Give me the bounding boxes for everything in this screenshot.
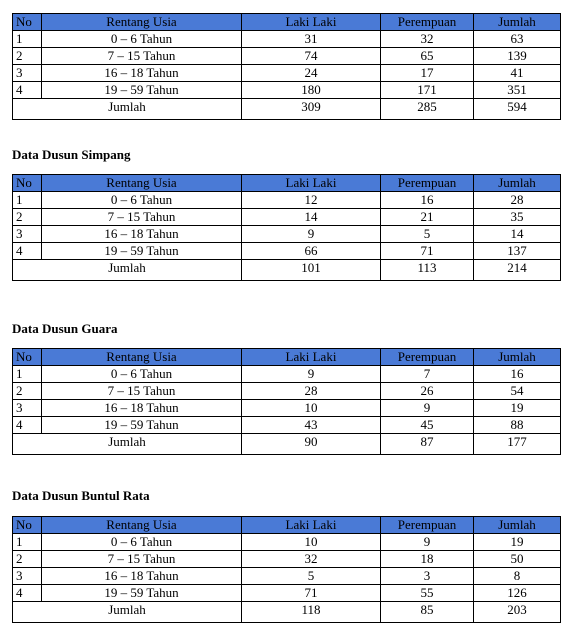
cell-age-range: 7 – 15 Tahun xyxy=(42,383,242,400)
cell-female: 65 xyxy=(381,48,474,65)
header-no: No xyxy=(13,175,42,192)
cell-age-range: 0 – 6 Tahun xyxy=(42,366,242,383)
cell-female: 26 xyxy=(381,383,474,400)
cell-total: 351 xyxy=(474,82,561,99)
cell-male: 9 xyxy=(242,226,381,243)
cell-male: 10 xyxy=(242,534,381,551)
cell-male: 28 xyxy=(242,383,381,400)
header-male: Laki Laki xyxy=(242,517,381,534)
header-total: Jumlah xyxy=(474,517,561,534)
total-row xyxy=(13,99,561,120)
table-row xyxy=(13,534,561,551)
cell-female: 3 xyxy=(381,568,474,585)
cell-male: 24 xyxy=(242,65,381,82)
cell-male: 14 xyxy=(242,209,381,226)
header-age-range: Rentang Usia xyxy=(42,14,242,31)
total-all: 203 xyxy=(474,602,561,623)
cell-total: 41 xyxy=(474,65,561,82)
cell-male: 12 xyxy=(242,192,381,209)
header-female: Perempuan xyxy=(381,517,474,534)
cell-male: 10 xyxy=(242,400,381,417)
population-table xyxy=(12,348,561,455)
table-row xyxy=(13,31,561,48)
cell-female: 55 xyxy=(381,585,474,602)
header-male: Laki Laki xyxy=(242,14,381,31)
cell-no: 1 xyxy=(13,366,42,383)
cell-no: 3 xyxy=(13,568,42,585)
header-female: Perempuan xyxy=(381,349,474,366)
cell-total: 63 xyxy=(474,31,561,48)
header-no: No xyxy=(13,14,42,31)
cell-female: 71 xyxy=(381,243,474,260)
header-row xyxy=(13,517,561,534)
cell-female: 9 xyxy=(381,400,474,417)
cell-male: 32 xyxy=(242,551,381,568)
cell-total: 137 xyxy=(474,243,561,260)
cell-no: 4 xyxy=(13,243,42,260)
cell-no: 4 xyxy=(13,417,42,434)
table-row xyxy=(13,65,561,82)
table-row xyxy=(13,226,561,243)
cell-female: 45 xyxy=(381,417,474,434)
cell-total: 8 xyxy=(474,568,561,585)
cell-no: 1 xyxy=(13,192,42,209)
cell-age-range: 7 – 15 Tahun xyxy=(42,209,242,226)
table-row xyxy=(13,192,561,209)
cell-female: 21 xyxy=(381,209,474,226)
cell-no: 1 xyxy=(13,31,42,48)
cell-no: 2 xyxy=(13,209,42,226)
cell-female: 17 xyxy=(381,65,474,82)
header-age-range: Rentang Usia xyxy=(42,517,242,534)
cell-female: 171 xyxy=(381,82,474,99)
total-female: 85 xyxy=(381,602,474,623)
header-age-range: Rentang Usia xyxy=(42,175,242,192)
header-male: Laki Laki xyxy=(242,349,381,366)
total-male: 90 xyxy=(242,434,381,455)
cell-age-range: 19 – 59 Tahun xyxy=(42,417,242,434)
cell-age-range: 19 – 59 Tahun xyxy=(42,243,242,260)
total-label: Jumlah xyxy=(13,434,242,455)
cell-no: 2 xyxy=(13,551,42,568)
cell-total: 54 xyxy=(474,383,561,400)
header-row xyxy=(13,175,561,192)
cell-female: 9 xyxy=(381,534,474,551)
table-row xyxy=(13,568,561,585)
total-male: 309 xyxy=(242,99,381,120)
table-row xyxy=(13,366,561,383)
cell-age-range: 16 – 18 Tahun xyxy=(42,226,242,243)
cell-female: 32 xyxy=(381,31,474,48)
total-all: 594 xyxy=(474,99,561,120)
cell-no: 3 xyxy=(13,226,42,243)
cell-male: 9 xyxy=(242,366,381,383)
table-row xyxy=(13,383,561,400)
cell-age-range: 7 – 15 Tahun xyxy=(42,551,242,568)
cell-no: 1 xyxy=(13,534,42,551)
total-label: Jumlah xyxy=(13,260,242,281)
cell-age-range: 16 – 18 Tahun xyxy=(42,568,242,585)
cell-female: 7 xyxy=(381,366,474,383)
header-female: Perempuan xyxy=(381,14,474,31)
cell-male: 71 xyxy=(242,585,381,602)
cell-age-range: 0 – 6 Tahun xyxy=(42,31,242,48)
cell-no: 4 xyxy=(13,585,42,602)
cell-no: 2 xyxy=(13,48,42,65)
total-all: 177 xyxy=(474,434,561,455)
total-row xyxy=(13,434,561,455)
cell-age-range: 19 – 59 Tahun xyxy=(42,82,242,99)
cell-age-range: 19 – 59 Tahun xyxy=(42,585,242,602)
cell-total: 19 xyxy=(474,400,561,417)
cell-total: 16 xyxy=(474,366,561,383)
total-male: 101 xyxy=(242,260,381,281)
total-female: 113 xyxy=(381,260,474,281)
cell-total: 14 xyxy=(474,226,561,243)
table-row xyxy=(13,209,561,226)
cell-male: 43 xyxy=(242,417,381,434)
header-age-range: Rentang Usia xyxy=(42,349,242,366)
cell-male: 180 xyxy=(242,82,381,99)
cell-male: 5 xyxy=(242,568,381,585)
cell-male: 31 xyxy=(242,31,381,48)
header-row xyxy=(13,349,561,366)
section-title: Data Dusun Buntul Rata xyxy=(12,488,150,503)
table-row xyxy=(13,400,561,417)
cell-total: 28 xyxy=(474,192,561,209)
cell-no: 3 xyxy=(13,400,42,417)
header-male: Laki Laki xyxy=(242,175,381,192)
cell-male: 66 xyxy=(242,243,381,260)
cell-age-range: 0 – 6 Tahun xyxy=(42,534,242,551)
cell-female: 5 xyxy=(381,226,474,243)
cell-age-range: 7 – 15 Tahun xyxy=(42,48,242,65)
cell-female: 16 xyxy=(381,192,474,209)
total-label: Jumlah xyxy=(13,602,242,623)
cell-male: 74 xyxy=(242,48,381,65)
cell-no: 4 xyxy=(13,82,42,99)
total-label: Jumlah xyxy=(13,99,242,120)
total-female: 87 xyxy=(381,434,474,455)
cell-total: 139 xyxy=(474,48,561,65)
cell-female: 18 xyxy=(381,551,474,568)
population-table xyxy=(12,174,561,281)
table-row xyxy=(13,48,561,65)
header-total: Jumlah xyxy=(474,14,561,31)
header-no: No xyxy=(13,517,42,534)
total-row xyxy=(13,260,561,281)
total-row xyxy=(13,602,561,623)
table-row xyxy=(13,417,561,434)
table-row xyxy=(13,243,561,260)
population-table xyxy=(12,516,561,623)
section-title: Data Dusun Guara xyxy=(12,321,118,336)
cell-age-range: 16 – 18 Tahun xyxy=(42,65,242,82)
table-row xyxy=(13,82,561,99)
cell-total: 126 xyxy=(474,585,561,602)
cell-total: 88 xyxy=(474,417,561,434)
cell-no: 3 xyxy=(13,65,42,82)
table-row xyxy=(13,585,561,602)
header-total: Jumlah xyxy=(474,349,561,366)
total-female: 285 xyxy=(381,99,474,120)
cell-age-range: 0 – 6 Tahun xyxy=(42,192,242,209)
section-title: Data Dusun Simpang xyxy=(12,147,131,162)
cell-total: 19 xyxy=(474,534,561,551)
header-total: Jumlah xyxy=(474,175,561,192)
cell-no: 2 xyxy=(13,383,42,400)
total-male: 118 xyxy=(242,602,381,623)
header-female: Perempuan xyxy=(381,175,474,192)
header-row xyxy=(13,14,561,31)
cell-age-range: 16 – 18 Tahun xyxy=(42,400,242,417)
cell-total: 35 xyxy=(474,209,561,226)
total-all: 214 xyxy=(474,260,561,281)
cell-total: 50 xyxy=(474,551,561,568)
header-no: No xyxy=(13,349,42,366)
table-row xyxy=(13,551,561,568)
population-table xyxy=(12,13,561,120)
